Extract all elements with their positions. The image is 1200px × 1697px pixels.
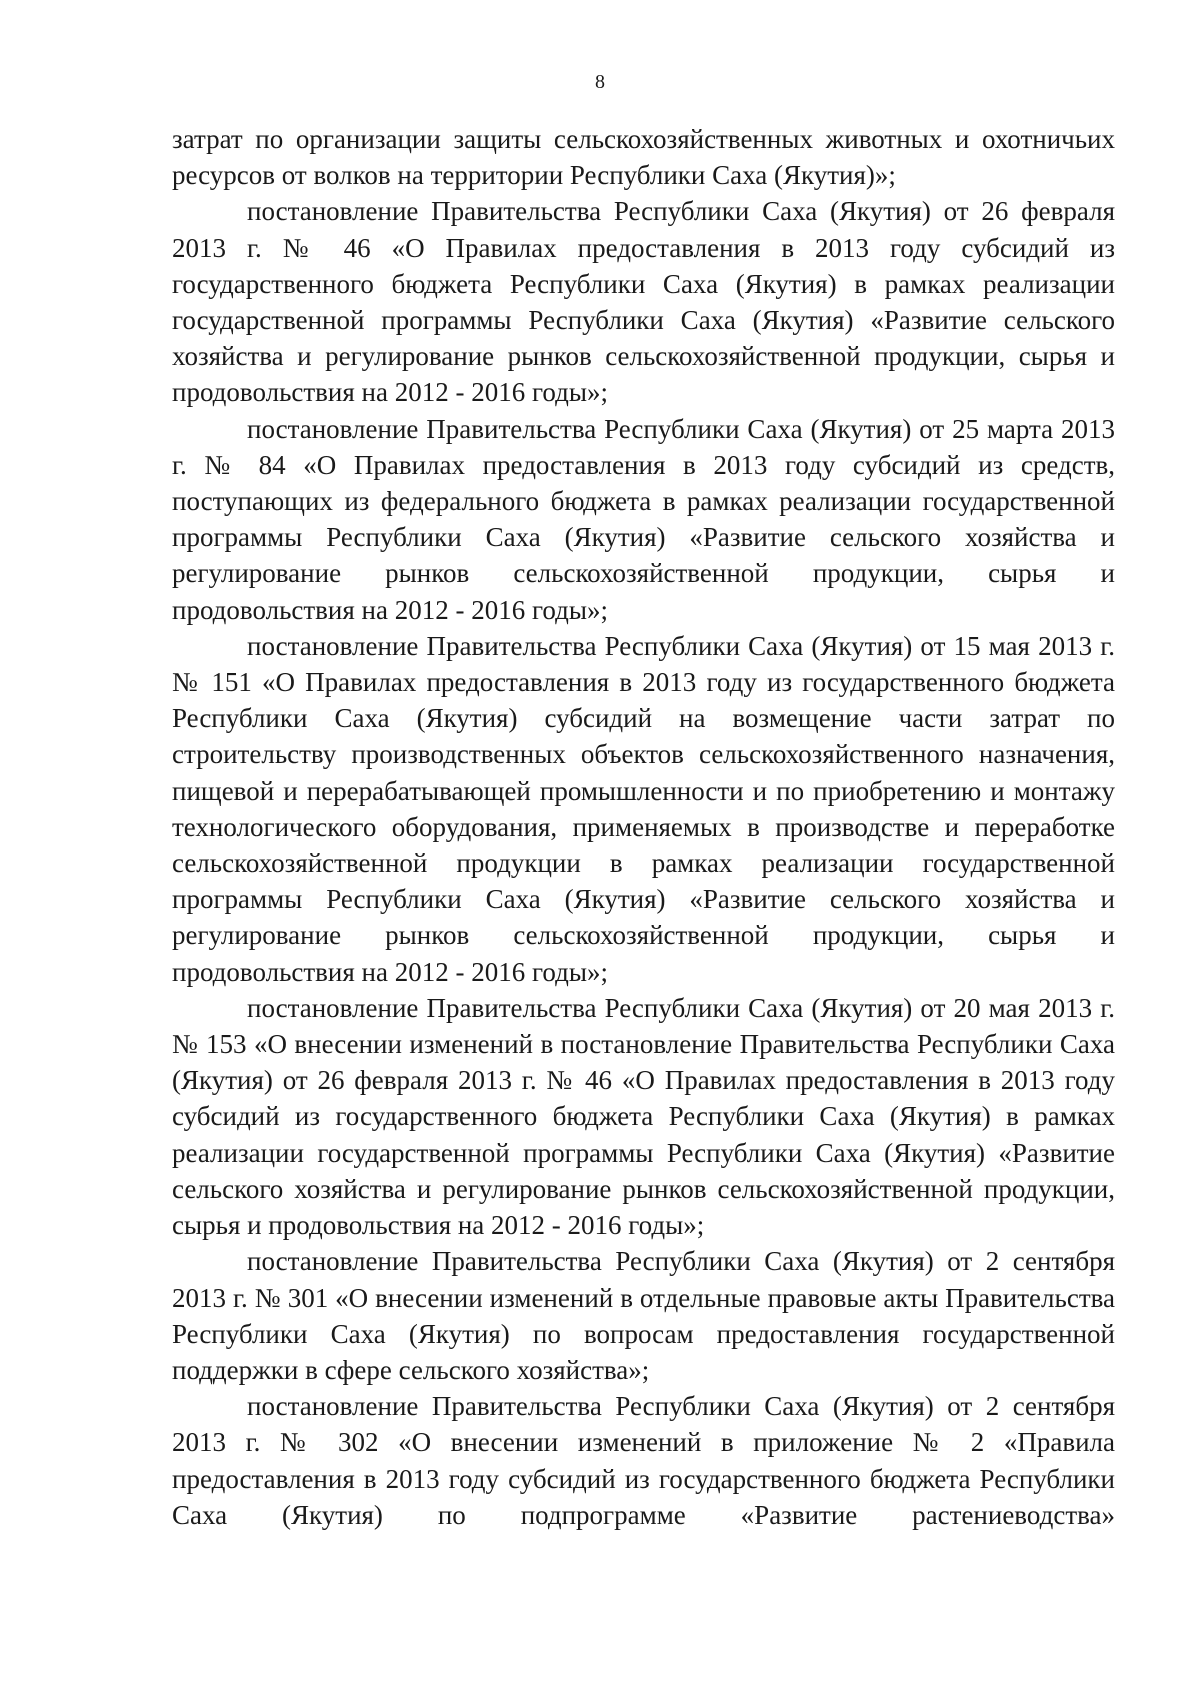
paragraph-resolution-302: постановление Правительства Республики Саха (Якутия) от 2 сентября 2013 г. № 302 «О внесении изменений в приложение № 2 «Правила предоставления в 2013 году субсидий из государственного бюджета Республики Саха (Якутия) по подпрограмме «Развитие растениеводства» <box>172 1391 1115 1530</box>
paragraph-resolution-151: постановление Правительства Республики Саха (Якутия) от 15 мая 2013 г. № 151 «О Правилах предоставления в 2013 году из государственного бюджета Республики Саха (Якутия) субсидий на возмещение части затрат по строительству производственных объектов сельскохозяйственного назначения, пищевой и перерабатывающей промышленности и по приобретению и монтажу технологического оборудования, применяемых в производстве и переработке сельскохозяйственной продукции в рамках реализации государственной программы Республики Саха (Якутия) «Развитие сельского хозяйства и регулирование рынков сельскохозяйственной продукции, сырья и продовольствия на 2012 - 2016 годы»; <box>172 630 1115 987</box>
paragraph-continuation: затрат по организации защиты сельскохозяйственных животных и охотничьих ресурсов от волков на территории Республики Саха (Якутия)»; <box>172 124 1115 191</box>
paragraph-resolution-153: постановление Правительства Республики Саха (Якутия) от 20 мая 2013 г. № 153 «О внесении изменений в постановление Правительства Республики Саха (Якутия) от 26 февраля 2013 г. № 46 «О Правилах предоставления в 2013 году субсидий из государственного бюджета Республики Саха (Якутия) в рамках реализации государственной программы Республики Саха (Якутия) «Развитие сельского хозяйства и регулирование рынков сельскохозяйственной продукции, сырья и продовольствия на 2012 - 2016 годы»; <box>172 992 1115 1241</box>
paragraph-resolution-301: постановление Правительства Республики Саха (Якутия) от 2 сентября 2013 г. № 301 «О внесении изменений в отдельные правовые акты Правительства Республики Саха (Якутия) по вопросам предоставления государственной поддержки в сфере сельского хозяйства»; <box>172 1246 1115 1385</box>
document-body <box>172 121 1115 1533</box>
paragraph-resolution-46: постановление Правительства Республики Саха (Якутия) от 26 февраля 2013 г. № 46 «О Правилах предоставления в 2013 году субсидий из государственного бюджета Республики Саха (Якутия) в рамках реализации государственной программы Республики Саха (Якутия) «Развитие сельского хозяйства и регулирование рынков сельскохозяйственной продукции, сырья и продовольствия на 2012 - 2016 годы»; <box>172 196 1115 408</box>
paragraph-resolution-84: постановление Правительства Республики Саха (Якутия) от 25 марта 2013 г. № 84 «О Правилах предоставления в 2013 году субсидий из средств, поступающих из федерального бюджета в рамках реализации государственной программы Республики Саха (Якутия) «Развитие сельского хозяйства и регулирование рынков сельскохозяйственной продукции, сырья и продовольствия на 2012 - 2016 годы»; <box>172 413 1115 625</box>
page-number: 8 <box>595 71 605 93</box>
